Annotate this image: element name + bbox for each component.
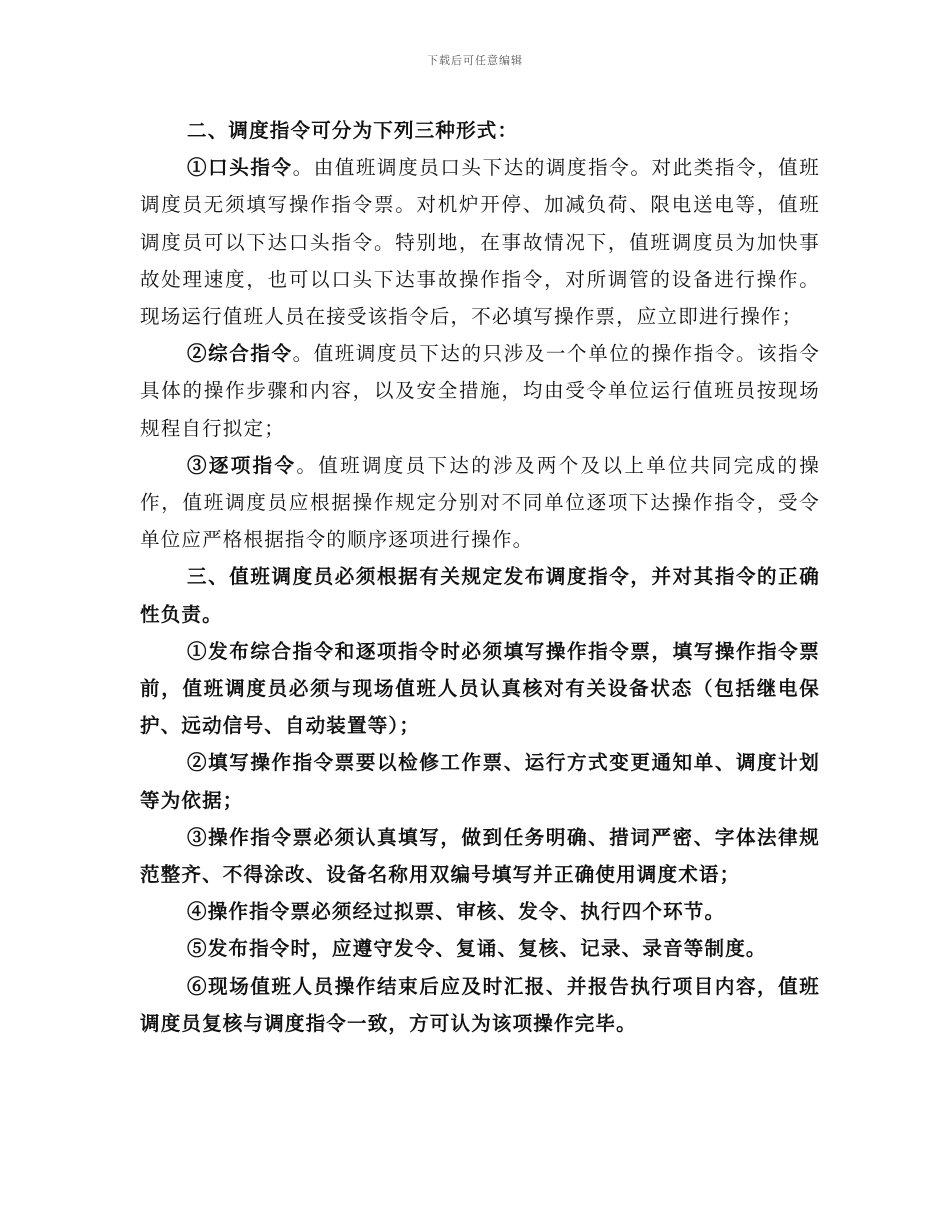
page-header-note: 下载后可任意编辑 <box>427 54 523 67</box>
section-2-title: 二、调度指令可分为下列三种形式： <box>187 119 519 142</box>
item-2-text: 。值班调度员下达的只涉及一个单位的操作指令。该指令具体的操作步骤和内容，以及安全措施，均由受令单位运行值班员按现场规程自行拟定； <box>140 342 820 440</box>
rule-5: ⑤发布指令时，应遵守发令、复诵、复核、记录、录音等制度。 <box>187 937 767 961</box>
document-body <box>140 112 820 1042</box>
rule-6: ⑥现场值班人员操作结束后应及时汇报、并报告执行项目内容，值班调度员复核与调度指令一致，方可认为该项操作完毕。 <box>140 974 820 1035</box>
item-1-lead: ①口头指令 <box>187 156 293 180</box>
section-3-title: 三、值班调度员必须根据有关规定发布调度指令，并对其指令的正确性负责。 <box>140 565 820 626</box>
item-3-paragraph <box>140 447 820 559</box>
item-1-paragraph <box>140 149 820 335</box>
item-1-text: 。由值班调度员口头下达的调度指令。对此类指令，值班调度员无须填写操作指令票。对机炉开停、加减负荷、限电送电等，值班调度员可以下达口头指令。特别地，在事故情况下，值班调度员为加快事故处理速度，也可以口头下达事故操作指令，对所调管的设备进行操作。现场运行值班人员在接受该指令后，不必填写操作票，应立即进行操作； <box>140 156 820 329</box>
item-3-lead: ③逐项指令 <box>187 453 297 477</box>
rule-1: ①发布综合指令和逐项指令时必须填写操作指令票，填写操作指令票前，值班调度员必须与现场值班人员认真核对有关设备状态（包括继电保护、远动信号、自动装置等）； <box>140 639 820 738</box>
item-3-text: 。值班调度员下达的涉及两个及以上单位共同完成的操作，值班调度员应根据操作规定分别对不同单位逐项下达操作指令，受令单位应严格根据指令的顺序逐项进行操作。 <box>140 453 820 552</box>
rule-3: ③操作指令票必须认真填写，做到任务明确、措词严密、字体法律规范整齐、不得涂改、设备名称用双编号填写并正确使用调度术语； <box>140 825 820 887</box>
item-2-lead: ②综合指令 <box>187 342 293 366</box>
item-2-paragraph <box>140 335 820 447</box>
rule-4: ④操作指令票必须经过拟票、审核、发令、执行四个环节。 <box>187 900 726 924</box>
rule-2: ②填写操作指令票要以检修工作票、运行方式变更通知单、调度计划等为依据； <box>140 751 820 812</box>
